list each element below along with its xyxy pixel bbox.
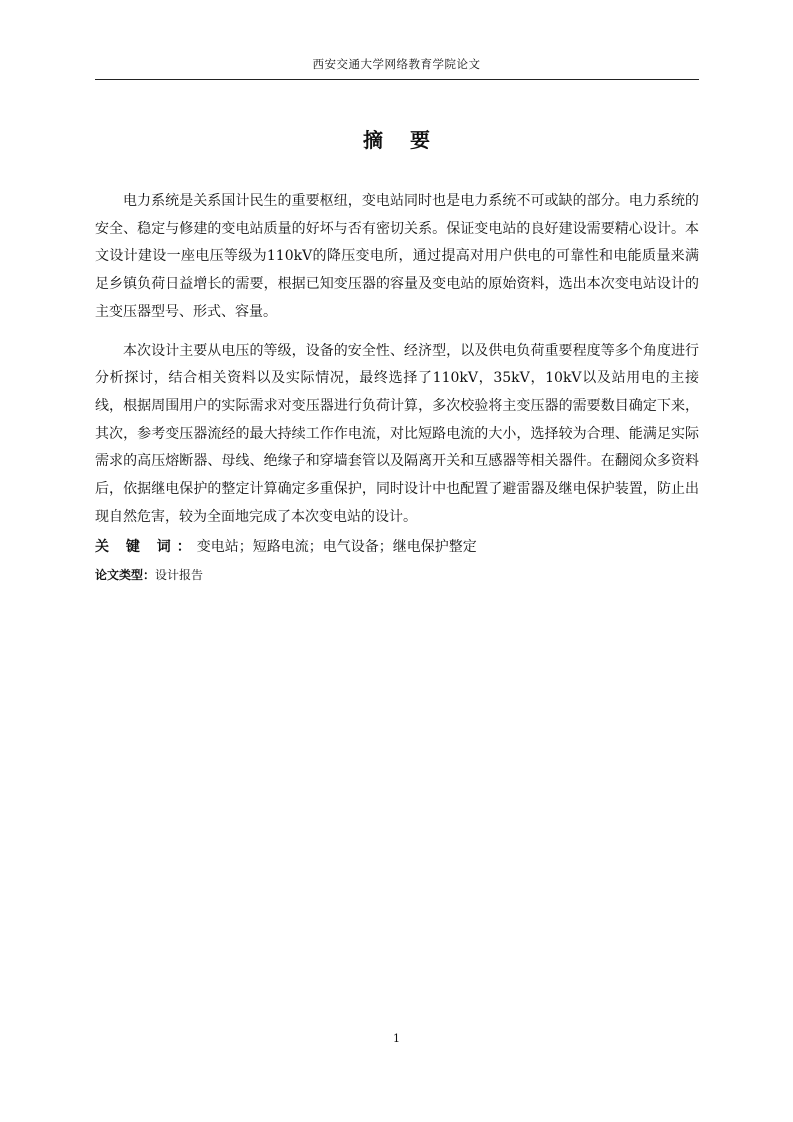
keywords-label: 关 键 词：	[95, 539, 197, 556]
abstract-paragraph-1: 电力系统是关系国计民生的重要枢纽，变电站同时也是电力系统不可或缺的部分。电力系统的安全、稳定与修建的变电站质量的好坏与否有密切关系。保证变电站的良好建设需要精心设计。本文设计建设一座电压等级为110kV的降压变电所，通过提高对用户供电的可靠性和电能质量来满足乡镇负荷日益增长的需要，根据已知变压器的容量及变电站的原始资料，选出本次变电站设计的主变压器型号、形式、容量。	[95, 193, 699, 320]
paper-type-value: 设计报告	[155, 568, 204, 583]
page-number: 1	[393, 1032, 400, 1045]
abstract-paragraph-2: 本次设计主要从电压的等级，设备的安全性、经济型，以及供电负荷重要程度等多个角度进行分析探讨，结合相关资料以及实际情况，最终选择了110kV，35kV，10kV以及站用电的主接线，根据周围用户的实际需求对变压器进行负荷计算，多次校验将主变压器的需要数目确定下来，其次，参考变压器流经的最大持续工作作电流，对比短路电流的大小，选择较为合理、能满足实际需求的高压熔断器、母线、绝缘子和穿墙套管以及隔离开关和互感器等相关器件。在翻阅众多资料后，依据继电保护的整定计算确定多重保护，同时设计中也配置了避雷器及继电保护装置，防止出现自然危害，较为全面地完成了本次变电站的设计。	[95, 342, 699, 525]
paper-type-line	[95, 564, 699, 586]
paper-type-label: 论文类型：	[95, 568, 156, 583]
page-header: 西安交通大学网络教育学院论文	[312, 57, 481, 71]
abstract-body	[95, 188, 699, 586]
keywords-line	[95, 534, 699, 560]
header-divider	[95, 79, 699, 80]
keywords-value: 变电站；短路电流；电气设备；继电保护整定	[196, 539, 477, 556]
abstract-title: 摘 要	[363, 128, 440, 152]
